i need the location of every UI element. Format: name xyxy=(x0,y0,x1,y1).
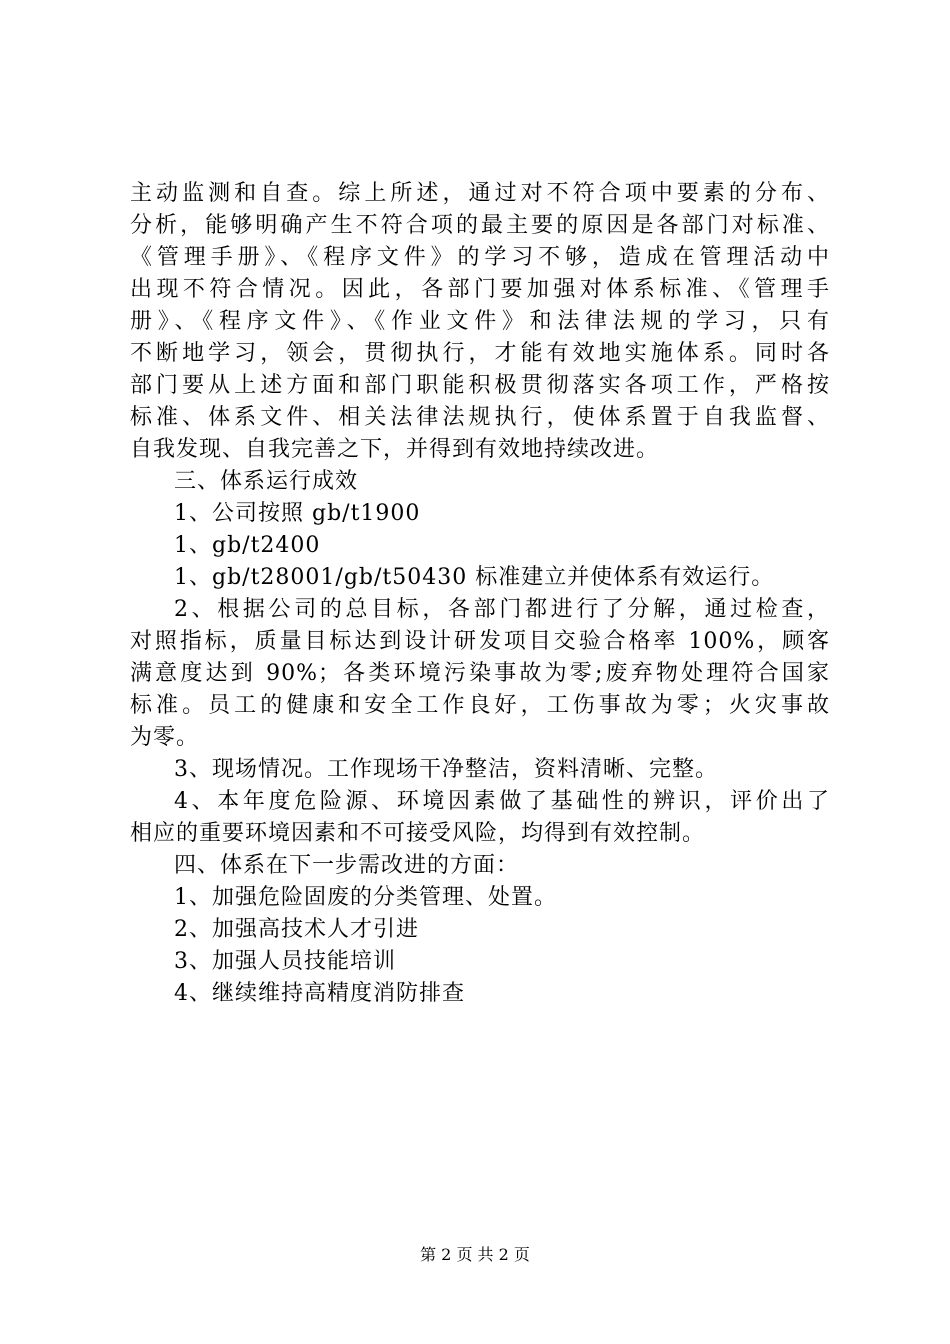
text-line: 部门要从上述方面和部门职能积极贯彻落实各项工作，严格按 xyxy=(130,373,830,398)
text-line: 3、加强人员技能培训 xyxy=(174,949,396,974)
text-line: 册》、《程序文件》、《作业文件》和法律法规的学习，只有 xyxy=(130,309,830,334)
text-line: 2、根据公司的总目标，各部门都进行了分解，通过检查， xyxy=(174,597,830,622)
text-line: 4、继续维持高精度消防排查 xyxy=(174,981,465,1006)
text-line: 标准。员工的健康和安全工作良好，工伤事故为零；火灾事故 xyxy=(130,693,830,718)
text-line: 1、gb/t2400 xyxy=(174,533,321,558)
text-line: 不断地学习，领会，贯彻执行，才能有效地实施体系。同时各 xyxy=(130,341,830,366)
text-line: 1、gb/t28001/gb/t50430 标准建立并使体系有效运行。 xyxy=(174,565,775,590)
text-line: 相应的重要环境因素和不可接受风险，均得到有效控制。 xyxy=(130,821,706,846)
text-line: 三、体系运行成效 xyxy=(174,469,359,494)
text-line: 满意度达到 90%；各类环境污染事故为零;废弃物处理符合国家 xyxy=(130,661,830,686)
document-body xyxy=(130,178,830,1010)
text-line: 《管理手册》、《程序文件》的学习不够，造成在管理活动中 xyxy=(130,245,830,270)
text-line: 四、体系在下一步需改进的方面： xyxy=(174,853,520,878)
text-line: 2、加强高技术人才引进 xyxy=(174,917,419,942)
text-line: 为零。 xyxy=(130,725,200,750)
text-line: 1、加强危险固废的分类管理、处置。 xyxy=(174,885,557,910)
text-line: 出现不符合情况。因此，各部门要加强对体系标准、《管理手 xyxy=(130,277,830,302)
text-line: 自我发现、自我完善之下，并得到有效地持续改进。 xyxy=(130,437,660,462)
text-line: 对照指标，质量目标达到设计研发项目交验合格率 100%，顾客 xyxy=(130,629,830,654)
text-line: 3、现场情况。工作现场干净整洁，资料清晰、完整。 xyxy=(174,757,718,782)
page-footer: 第 2 页 共 2 页 xyxy=(420,1245,530,1264)
text-line: 4、本年度危险源、环境因素做了基础性的辨识，评价出了 xyxy=(174,789,830,814)
text-line: 主动监测和自查。综上所述，通过对不符合项中要素的分布、 xyxy=(130,181,830,206)
text-line: 1、公司按照 gb/t1900 xyxy=(174,501,421,526)
text-line: 分析，能够明确产生不符合项的最主要的原因是各部门对标准、 xyxy=(130,213,830,238)
text-line: 标准、体系文件、相关法律法规执行，使体系置于自我监督、 xyxy=(130,405,830,430)
